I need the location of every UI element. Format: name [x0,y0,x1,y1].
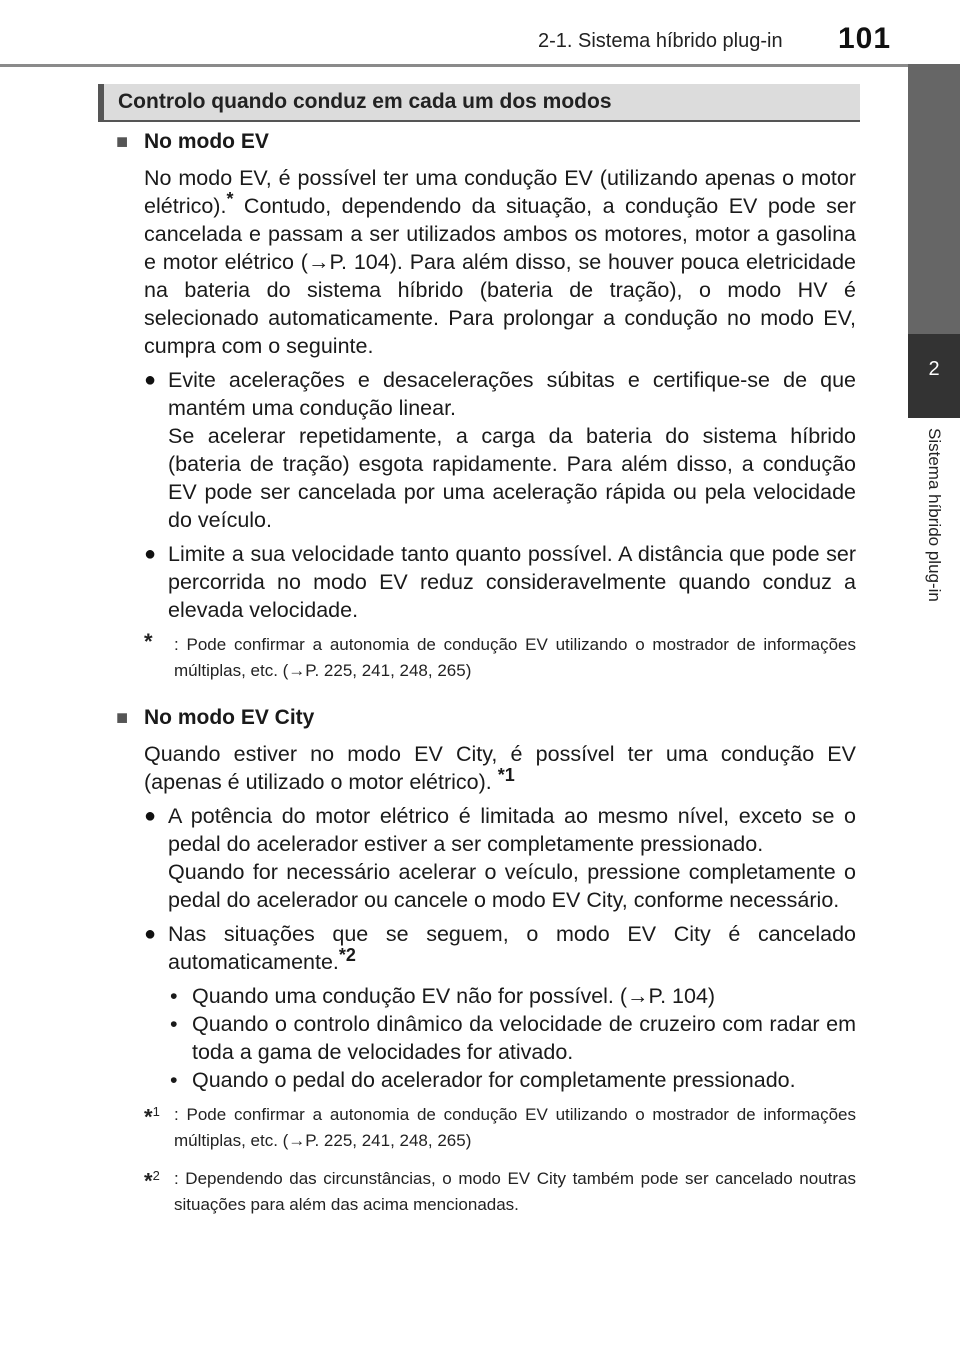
footnote-text: : Pode confirmar a autonomia de condução EV utilizando o mostrador de informações múltiplas, etc. (→P. 225, 241, 248, 265) [174,1105,856,1150]
footnote-star: * [144,1104,153,1130]
dot-marker: • [170,984,178,1008]
chapter-number-tab: 2 [908,334,960,418]
footnote-mark [144,1163,160,1194]
list-item [144,540,856,624]
footnote-number: 2 [152,1168,160,1183]
section-heading-box [98,84,860,122]
footnote-text: : Pode confirmar a autonomia de condução EV utilizando o mostrador de informações múltiplas, etc. (→P. 225, 241, 248, 265) [174,635,856,680]
subheading-ev-city-text: No modo EV City [144,706,315,729]
footnote-ref: *1 [497,764,515,785]
ev-intro-b: Contudo, dependendo da situação, a condução EV pode ser cancelada e passam a ser utilizados ambos os motores, motor a gasolina e motor elétrico (→P. 104). Para além disso, se houver pouca eletricidade na bateria do sistema híbrido (bateria de tração), o modo HV é selecionado automaticamente. Para prolongar a condução no modo EV, cumpra com o seguinte. [144,194,856,358]
bullet-text: A potência do motor elétrico é limitada ao mesmo nível, exceto se o pedal do acelerador estiver a ser completamente pressionado. [168,804,856,856]
side-tab-bar [908,64,960,334]
footnote-star: * [144,1168,153,1194]
chapter-label: Sistema híbrido plug-in [925,428,944,602]
dot-marker: • [170,1068,178,1092]
subheading-ev-text: No modo EV [144,130,269,153]
city-intro [144,740,856,796]
dot-marker: • [170,1012,178,1036]
round-bullet-icon: ● [144,369,157,391]
footnote [144,1102,856,1154]
section-heading: Controlo quando conduz em cada um dos modos [118,90,612,113]
footnote-mark [144,1099,160,1130]
bullet-text: Evite acelerações e desacelerações súbitas e certifique-se de que mantém uma condução linear. [168,368,856,420]
sub-list-text: Quando o controlo dinâmico da velocidade de cruzeiro com radar em toda a gama de velocidades for ativado. [192,1012,856,1064]
footnote [144,1166,856,1218]
header-rule [0,64,960,67]
subheading-ev [116,130,856,154]
footnote-number: 1 [152,1104,160,1119]
footnote-text: : Dependendo das circunstâncias, o modo EV City também pode ser cancelado noutras situações para além das acima mencionadas. [174,1169,856,1214]
page-content [116,130,856,1230]
footnote-ref: * [226,188,234,209]
footnote-ref: *2 [338,944,356,965]
bullet-text: Se acelerar repetidamente, a carga da bateria do sistema híbrido (bateria de tração) esgota rapidamente. Para além disso, a condução EV pode ser cancelada por uma aceleração rápida ou pela velocidade do veículo. [168,424,856,532]
footnote [144,629,856,684]
sub-list-item [170,1066,856,1094]
square-bullet-icon: ■ [116,707,129,729]
sub-list-text: Quando uma condução EV não for possível. (→P. 104) [192,984,716,1008]
round-bullet-icon: ● [144,923,157,945]
list-item [144,366,856,534]
city-intro-text: Quando estiver no modo EV City, é possível ter uma condução EV (apenas é utilizado o motor elétrico). [144,742,856,794]
bullet-text-main: Nas situações que se seguem, o modo EV City é cancelado automaticamente. [168,922,856,974]
page-number: 101 [838,22,892,55]
list-item [144,920,856,976]
list-item [144,802,856,914]
sub-list-item [170,1010,856,1066]
bullet-text: Limite a sua velocidade tanto quanto possível. A distância que pode ser percorrida no modo EV reduz consideravelmente quando conduz a elevada velocidade. [168,542,856,622]
ev-intro-a: No modo EV, é possível ter uma condução EV (utilizando apenas o motor elétrico). [144,166,856,218]
bullet-text: Quando for necessário acelerar o veículo, pressione completamente o pedal do acelerador ou cancele o modo EV City, conforme necessário. [168,860,856,912]
sub-list-item [170,982,856,1010]
subheading-ev-city [116,706,856,730]
running-header-section: 2-1. Sistema híbrido plug-in [538,30,783,52]
square-bullet-icon: ■ [116,131,129,153]
bullet-text [168,920,856,976]
round-bullet-icon: ● [144,805,157,827]
ev-intro [144,164,856,360]
sub-list-text: Quando o pedal do acelerador for completamente pressionado. [192,1068,796,1092]
footnote-mark: * [144,629,153,654]
round-bullet-icon: ● [144,543,157,565]
